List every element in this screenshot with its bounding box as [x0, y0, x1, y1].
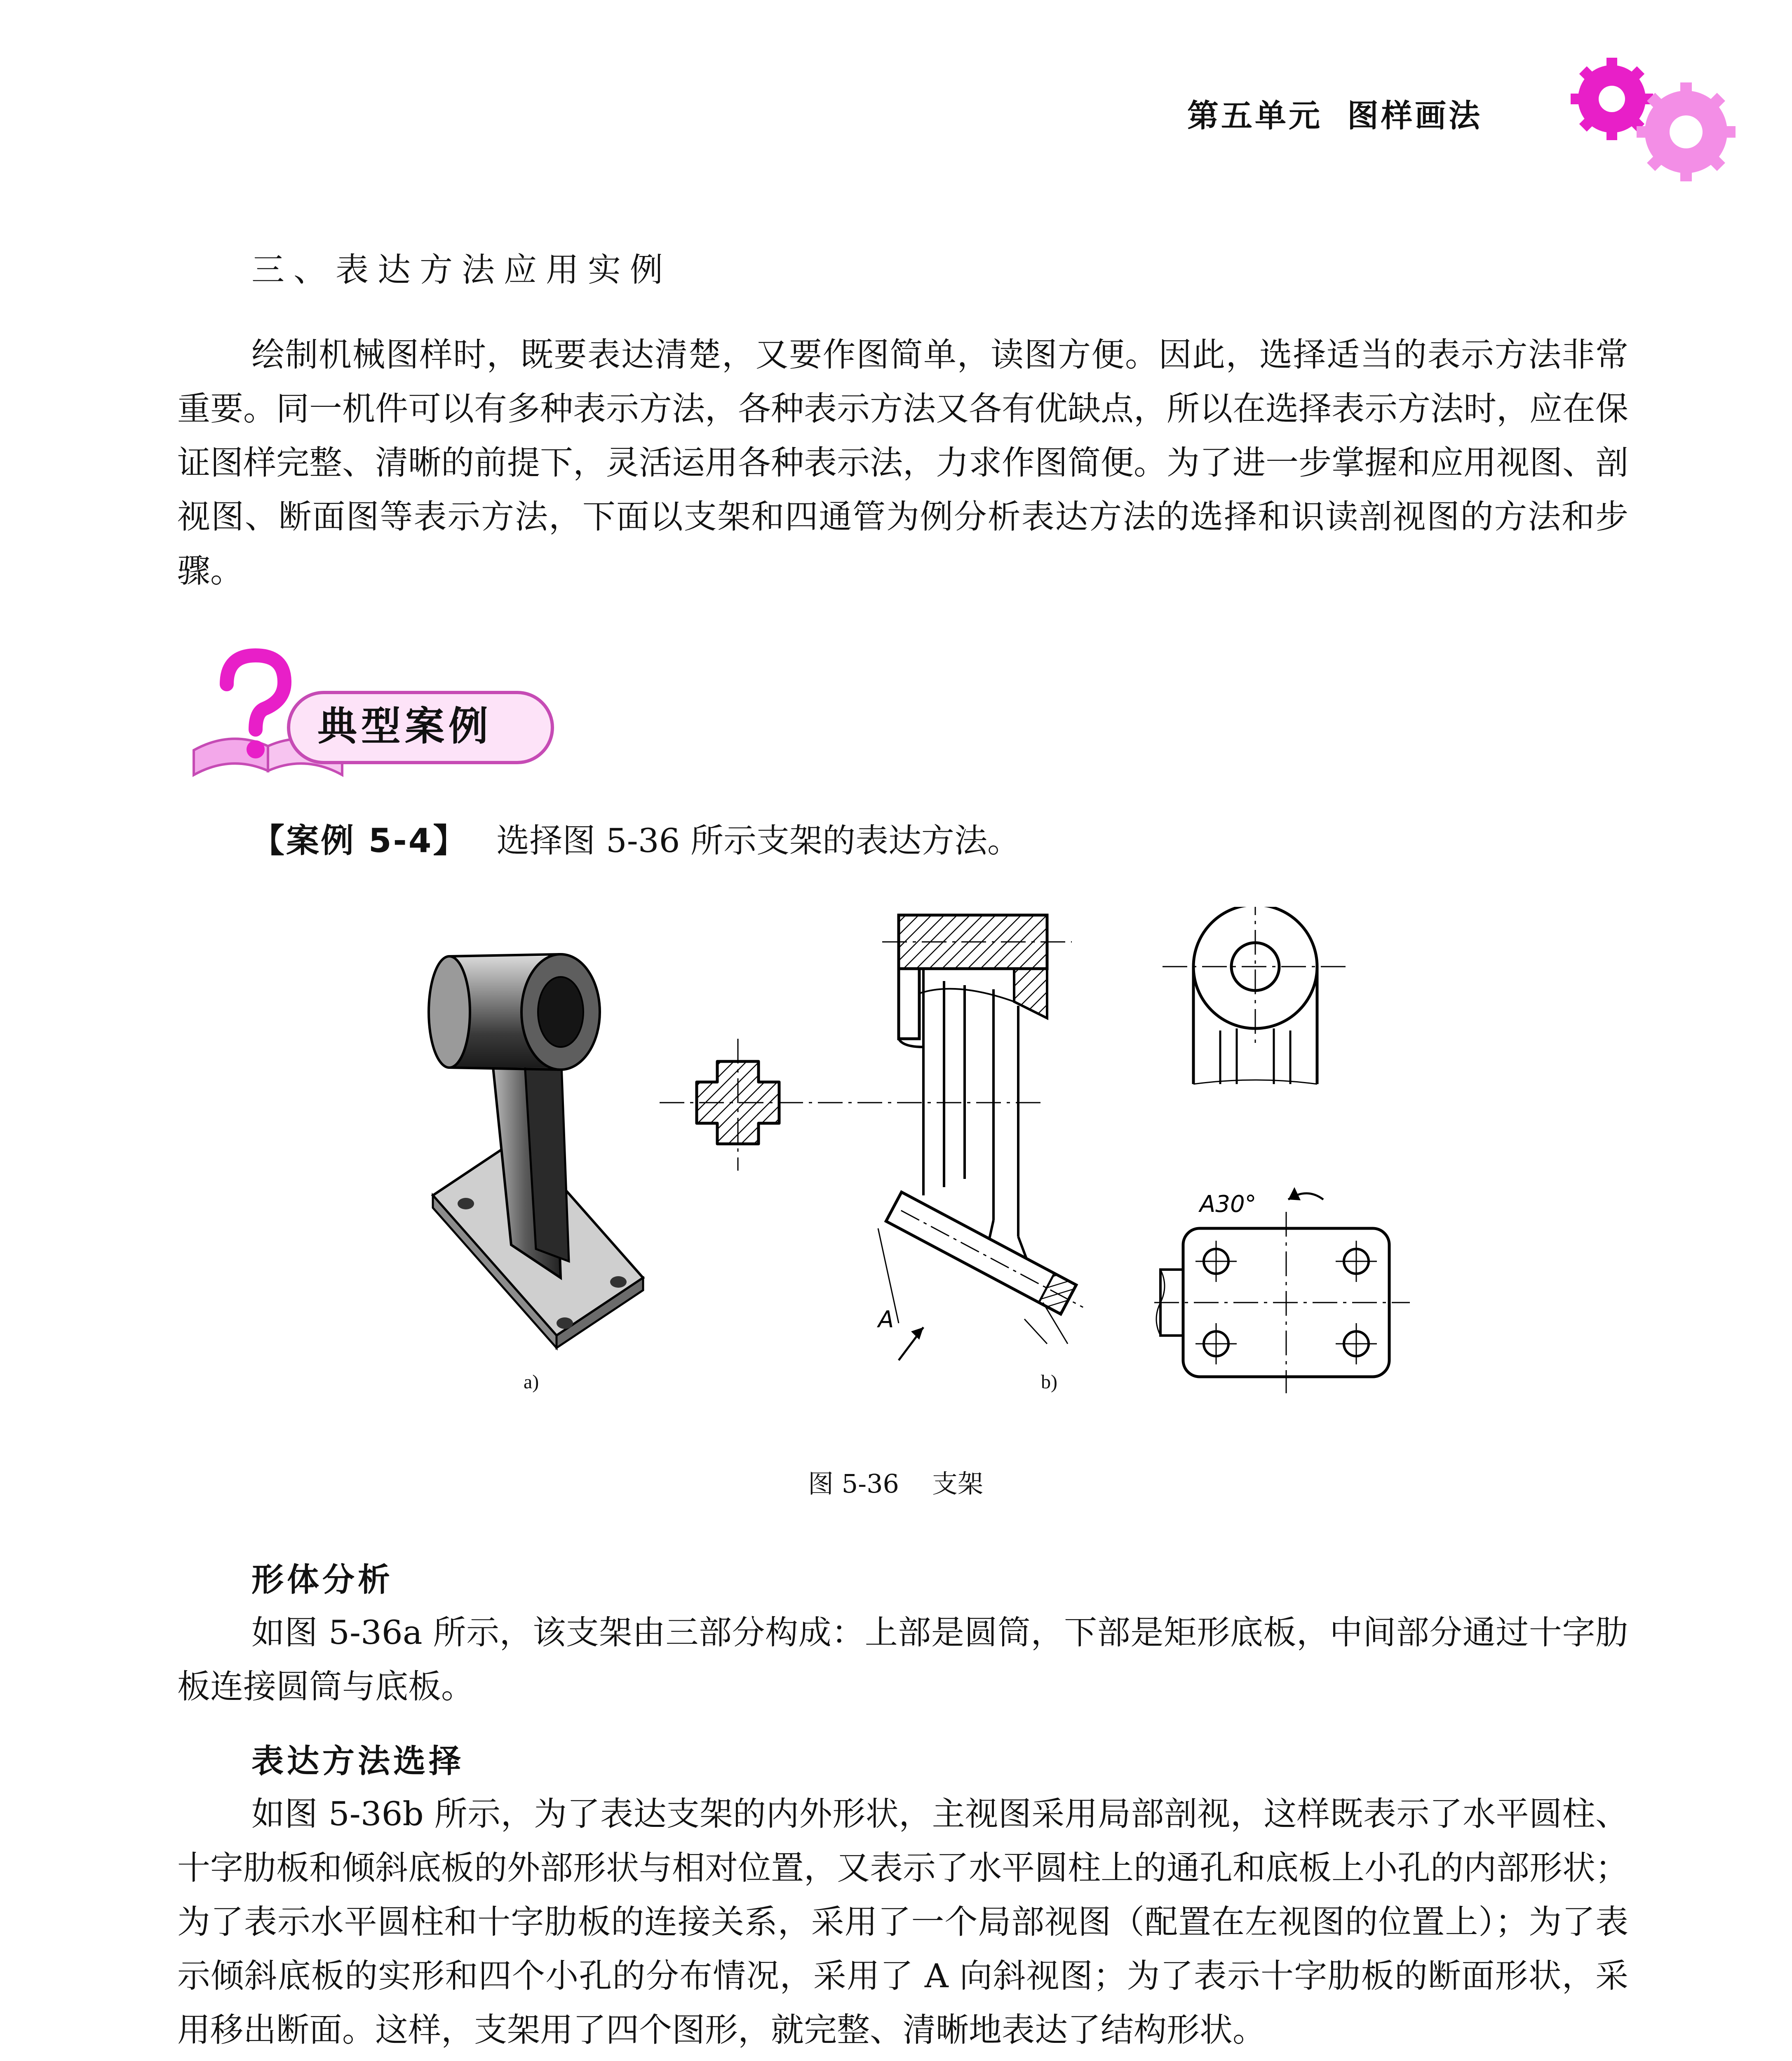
view-a-arrow-label: A	[878, 1306, 894, 1333]
unit-label: 第五单元	[1187, 97, 1322, 134]
caption-number: 图 5-36	[808, 1469, 899, 1499]
chapter-title: 图样画法	[1347, 97, 1482, 134]
cross-rib-section	[660, 1039, 1043, 1171]
shape-analysis-heading: 形体分析	[251, 1561, 394, 1599]
bracket-auxiliary-view-a	[1154, 1187, 1410, 1393]
bracket-main-view	[877, 915, 1091, 1360]
intro-paragraph: 绘制机械图样时，既要表达清楚，又要作图简单，读图方便。因此，选择适当的表示方法非常重要。同一机件可以有多种表示方法，各种表示方法又各有优缺点，所以在选择表示方法时，应在保证图样完整、清晰的前提下，灵活运用各种表示法，力求作图简便。为了进一步掌握和应用视图、剖视图、断面图等表示方法，下面以支架和四通管为例分析表达方法的选择和识读剖视图的方法和步骤。	[177, 336, 1628, 590]
gear-decoration-icon	[1542, 54, 1756, 185]
banner-title: 典型案例	[317, 703, 492, 749]
section-heading: 三、表达方法应用实例	[251, 251, 672, 289]
figure-caption	[808, 1463, 983, 1500]
case-text: 选择图 5-36 所示支架的表达方法。	[496, 822, 1020, 860]
bracket-isometric-drawing	[429, 954, 643, 1348]
running-header	[1187, 91, 1507, 136]
case-tag: 【案例 5-4】	[251, 822, 468, 860]
bracket-local-view	[1163, 907, 1348, 1084]
figure-5-36	[388, 907, 1418, 1443]
shape-analysis-text: 如图 5-36a 所示，该支架由三部分构成：上部是圆筒，下部是矩形底板，中间部分通过十字肋板连接圆筒与底板。	[177, 1613, 1628, 1706]
figure-label-a: a)	[524, 1371, 539, 1393]
typical-case-banner	[181, 647, 561, 783]
figure-label-b: b)	[1041, 1371, 1057, 1393]
method-selection-heading: 表达方法选择	[251, 1743, 465, 1780]
rotated-view-label: A30°	[1200, 1191, 1257, 1218]
case-5-4	[251, 814, 1020, 861]
method-selection-text: 如图 5-36b 所示，为了表达支架的内外形状，主视图采用局部剖视，这样既表示了水平圆柱、十字肋板和倾斜底板的外部形状与相对位置，又表示了水平圆柱上的通孔和底板上小孔的内部形状；为了表示水平圆柱和十字肋板的连接关系，采用了一个局部视图（配置在左视图的位置上）；为了表示倾斜底板的实形和四个小孔的分布情况，采用了 A 向斜视图；为了表示十字肋板的断面形状，采用移出断面。这样，支架用了四个图形，就完整、清晰地表达了结构形状。	[177, 1795, 1628, 2049]
caption-title: 支架	[932, 1469, 984, 1499]
